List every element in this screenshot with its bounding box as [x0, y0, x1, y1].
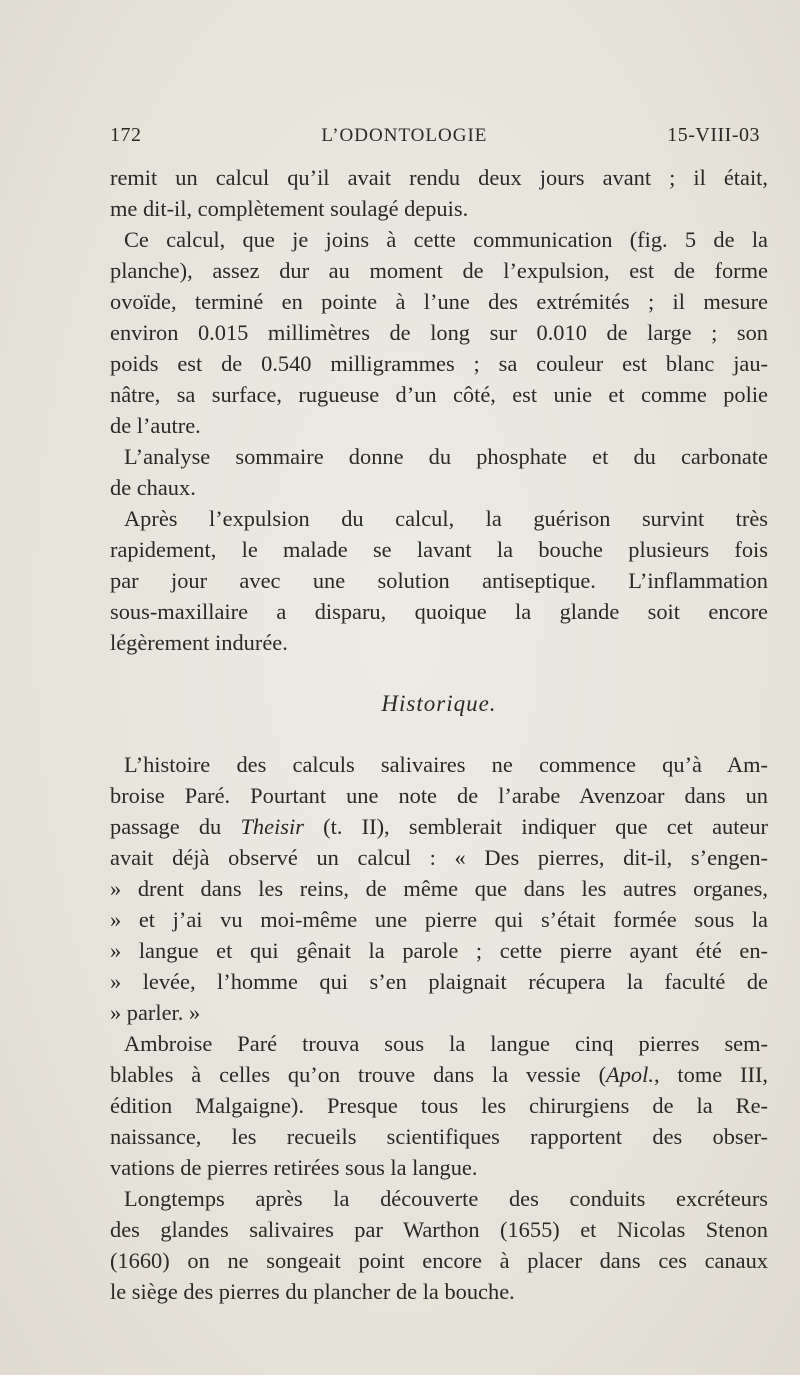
- paragraph: [110, 1028, 768, 1183]
- text-line: remit un calcul qu’il avait rendu deux jours avant ; il était,: [110, 165, 768, 190]
- text-line: L’histoire des calculs salivaires ne commence qu’à Am-: [124, 752, 768, 777]
- text-line: rapidement, le malade se lavant la bouche plusieurs fois: [110, 537, 768, 562]
- text-run: blables à celles qu’on trouve dans la vessie (: [110, 1062, 607, 1087]
- text-line: Ambroise Paré trouva sous la langue cinq pierres sem-: [124, 1031, 768, 1056]
- paragraph: [110, 162, 768, 224]
- text-line: naissance, les recueils scientifiques rapportent des obser-: [110, 1124, 768, 1149]
- section-heading: Historique.: [381, 691, 497, 716]
- paragraph: [110, 1183, 768, 1307]
- issue-date: 15-VIII-03: [667, 124, 760, 146]
- text-line: » langue et qui gênait la parole ; cette pierre ayant été en-: [110, 938, 768, 963]
- text-line: Longtemps après la découverte des conduits excréteurs: [124, 1186, 768, 1211]
- text-line: (1660) on ne songeait point encore à placer dans ces canaux: [110, 1248, 768, 1273]
- text-run: (t. II), semblerait indiquer que cet auteur: [303, 814, 769, 839]
- paragraph: [110, 441, 768, 503]
- text-run: passage du: [110, 814, 241, 839]
- text-line: planche), assez dur au moment de l’expulsion, est de forme: [110, 258, 768, 283]
- text-line: de chaux.: [110, 475, 196, 500]
- page-number: 172: [110, 124, 142, 146]
- text-line: le siège des pierres du plancher de la bouche.: [110, 1279, 515, 1304]
- text-line: L’analyse sommaire donne du phosphate et du carbonate: [124, 444, 768, 469]
- text-line: [110, 811, 768, 842]
- text-line: de l’autre.: [110, 413, 201, 438]
- text-line: » levée, l’homme qui s’en plaignait récupera la faculté de: [110, 969, 768, 994]
- text-line: des glandes salivaires par Warthon (1655) et Nicolas Stenon: [110, 1217, 768, 1242]
- page-body: [110, 162, 768, 1307]
- text-line: » drent dans les reins, de même que dans les autres organes,: [110, 876, 768, 901]
- text-line: ovoïde, terminé en pointe à l’une des extrémités ; il mesure: [110, 289, 768, 314]
- text-line: par jour avec une solution antiseptique. L’inflammation: [110, 568, 768, 593]
- text-run: , tome III,: [653, 1062, 768, 1087]
- paragraph: [110, 224, 768, 441]
- text-line: broise Paré. Pourtant une note de l’arabe Avenzoar dans un: [110, 783, 768, 808]
- paragraph: [110, 503, 768, 658]
- text-line: avait déjà observé un calcul : « Des pierres, dit-il, s’engen-: [110, 845, 768, 870]
- text-line: sous-maxillaire a disparu, quoique la glande soit encore: [110, 599, 768, 624]
- text-line: édition Malgaigne). Presque tous les chirurgiens de la Re-: [110, 1093, 768, 1118]
- running-header: [110, 124, 760, 154]
- book-title-italic: Theisir: [240, 814, 304, 839]
- text-line: [110, 1059, 768, 1090]
- text-line: vations de pierres retirées sous la langue.: [110, 1155, 478, 1180]
- text-line: nâtre, sa surface, rugueuse d’un côté, est unie et comme polie: [110, 382, 768, 407]
- text-line: poids est de 0.540 milligrammes ; sa couleur est blanc jau-: [110, 351, 768, 376]
- text-line: » et j’ai vu moi-même une pierre qui s’était formée sous la: [110, 907, 768, 932]
- text-line: » parler. »: [110, 1000, 201, 1025]
- text-line: me dit-il, complètement soulagé depuis.: [110, 196, 469, 221]
- running-title: L’ODONTOLOGIE: [321, 125, 488, 146]
- book-title-italic: Apol.: [606, 1062, 654, 1087]
- paragraph: [110, 749, 768, 1028]
- text-line: environ 0.015 millimètres de long sur 0.010 de large ; son: [110, 320, 768, 345]
- text-line: Ce calcul, que je joins à cette communication (fig. 5 de la: [124, 227, 768, 252]
- text-line: légèrement indurée.: [110, 630, 288, 655]
- text-line: Après l’expulsion du calcul, la guérison survint très: [124, 506, 768, 531]
